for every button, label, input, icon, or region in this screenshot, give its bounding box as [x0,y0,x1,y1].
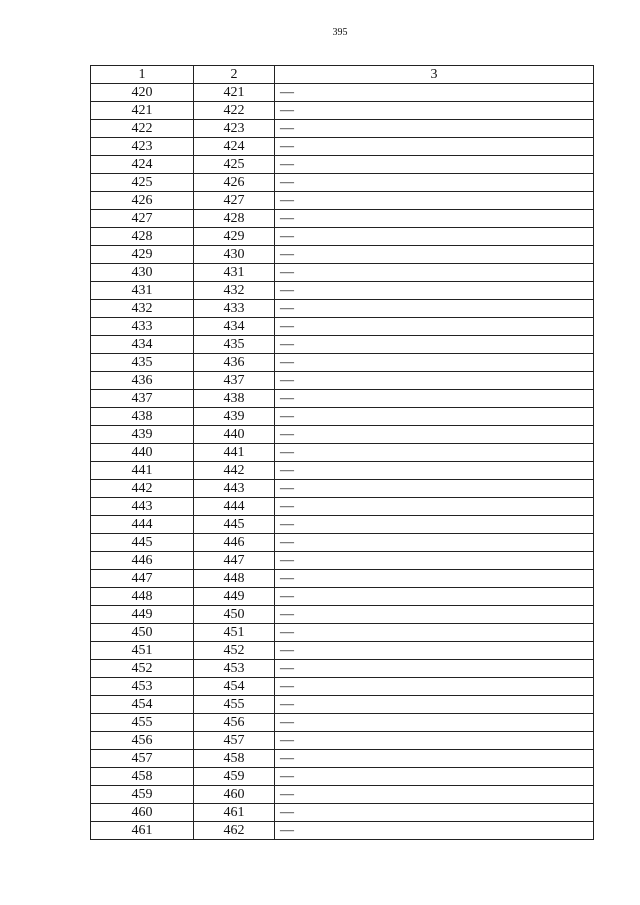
table-row [91,606,594,624]
cell-col-3: — [275,480,594,498]
cell-col-2: 457 [194,732,275,750]
cell-col-3: — [275,678,594,696]
cell-col-1: 426 [91,192,194,210]
table-row [91,138,594,156]
cell-col-2: 446 [194,534,275,552]
table-header-row [91,66,594,84]
column-header-2: 2 [194,66,275,84]
cell-col-3: — [275,498,594,516]
table-row [91,750,594,768]
cell-col-3: — [275,282,594,300]
cell-col-1: 459 [91,786,194,804]
cell-col-1: 437 [91,390,194,408]
table-row [91,156,594,174]
cell-col-3: — [275,696,594,714]
cell-col-2: 445 [194,516,275,534]
table-row [91,84,594,102]
cell-col-3: — [275,390,594,408]
table-row [91,210,594,228]
cell-col-2: 432 [194,282,275,300]
cell-col-2: 461 [194,804,275,822]
cell-col-3: — [275,768,594,786]
table-row [91,444,594,462]
cell-col-1: 436 [91,372,194,390]
data-table [90,65,594,840]
cell-col-3: — [275,84,594,102]
cell-col-1: 449 [91,606,194,624]
table-row [91,678,594,696]
cell-col-3: — [275,318,594,336]
cell-col-2: 459 [194,768,275,786]
cell-col-1: 440 [91,444,194,462]
cell-col-3: — [275,552,594,570]
cell-col-3: — [275,714,594,732]
cell-col-3: — [275,156,594,174]
cell-col-3: — [275,354,594,372]
table-row [91,318,594,336]
table-row [91,426,594,444]
cell-col-1: 442 [91,480,194,498]
cell-col-2: 424 [194,138,275,156]
cell-col-1: 454 [91,696,194,714]
cell-col-2: 453 [194,660,275,678]
cell-col-3: — [275,534,594,552]
cell-col-1: 429 [91,246,194,264]
table-row [91,120,594,138]
table-row [91,822,594,840]
cell-col-2: 434 [194,318,275,336]
table-row [91,786,594,804]
cell-col-2: 452 [194,642,275,660]
cell-col-1: 438 [91,408,194,426]
cell-col-3: — [275,264,594,282]
table-row [91,660,594,678]
cell-col-3: — [275,210,594,228]
cell-col-3: — [275,102,594,120]
cell-col-2: 428 [194,210,275,228]
cell-col-3: — [275,660,594,678]
cell-col-1: 424 [91,156,194,174]
table-row [91,588,594,606]
table-row [91,102,594,120]
table-row [91,462,594,480]
cell-col-2: 423 [194,120,275,138]
cell-col-1: 450 [91,624,194,642]
cell-col-3: — [275,516,594,534]
cell-col-1: 445 [91,534,194,552]
cell-col-2: 431 [194,264,275,282]
table-row [91,732,594,750]
cell-col-3: — [275,372,594,390]
cell-col-1: 433 [91,318,194,336]
table-row [91,264,594,282]
cell-col-3: — [275,462,594,480]
cell-col-1: 443 [91,498,194,516]
table-row [91,192,594,210]
cell-col-2: 439 [194,408,275,426]
cell-col-2: 448 [194,570,275,588]
table-row [91,246,594,264]
cell-col-1: 422 [91,120,194,138]
cell-col-2: 436 [194,354,275,372]
cell-col-3: — [275,732,594,750]
cell-col-1: 423 [91,138,194,156]
cell-col-3: — [275,786,594,804]
cell-col-2: 441 [194,444,275,462]
table-row [91,300,594,318]
cell-col-2: 426 [194,174,275,192]
cell-col-3: — [275,822,594,840]
table-row [91,642,594,660]
cell-col-1: 441 [91,462,194,480]
table-row [91,804,594,822]
cell-col-1: 427 [91,210,194,228]
cell-col-1: 461 [91,822,194,840]
cell-col-2: 442 [194,462,275,480]
table-row [91,570,594,588]
cell-col-3: — [275,426,594,444]
cell-col-3: — [275,804,594,822]
cell-col-3: — [275,336,594,354]
cell-col-2: 422 [194,102,275,120]
cell-col-3: — [275,228,594,246]
cell-col-3: — [275,642,594,660]
cell-col-2: 460 [194,786,275,804]
cell-col-2: 425 [194,156,275,174]
table-row [91,228,594,246]
cell-col-2: 458 [194,750,275,768]
cell-col-3: — [275,300,594,318]
cell-col-1: 455 [91,714,194,732]
table-row [91,174,594,192]
column-header-1: 1 [91,66,194,84]
cell-col-2: 462 [194,822,275,840]
cell-col-3: — [275,570,594,588]
cell-col-1: 421 [91,102,194,120]
column-header-3: 3 [275,66,594,84]
cell-col-1: 439 [91,426,194,444]
cell-col-2: 455 [194,696,275,714]
cell-col-1: 444 [91,516,194,534]
table-body [91,84,594,840]
table-row [91,624,594,642]
cell-col-1: 434 [91,336,194,354]
table-row [91,696,594,714]
cell-col-1: 456 [91,732,194,750]
cell-col-1: 431 [91,282,194,300]
cell-col-1: 452 [91,660,194,678]
cell-col-1: 447 [91,570,194,588]
cell-col-3: — [275,138,594,156]
cell-col-2: 451 [194,624,275,642]
cell-col-1: 428 [91,228,194,246]
cell-col-2: 421 [194,84,275,102]
cell-col-2: 443 [194,480,275,498]
cell-col-2: 430 [194,246,275,264]
cell-col-2: 454 [194,678,275,696]
cell-col-3: — [275,444,594,462]
cell-col-1: 448 [91,588,194,606]
cell-col-2: 456 [194,714,275,732]
table-row [91,336,594,354]
table-row [91,372,594,390]
cell-col-2: 437 [194,372,275,390]
table-row [91,516,594,534]
cell-col-2: 429 [194,228,275,246]
cell-col-1: 435 [91,354,194,372]
page-number: 395 [332,27,348,38]
cell-col-2: 449 [194,588,275,606]
cell-col-2: 433 [194,300,275,318]
cell-col-1: 451 [91,642,194,660]
cell-col-1: 432 [91,300,194,318]
table-row [91,714,594,732]
cell-col-3: — [275,750,594,768]
table-row [91,768,594,786]
cell-col-2: 440 [194,426,275,444]
cell-col-3: — [275,606,594,624]
table-row [91,534,594,552]
cell-col-3: — [275,246,594,264]
cell-col-2: 435 [194,336,275,354]
cell-col-1: 430 [91,264,194,282]
table-row [91,282,594,300]
table-row [91,552,594,570]
cell-col-3: — [275,408,594,426]
cell-col-3: — [275,588,594,606]
cell-col-1: 425 [91,174,194,192]
table-row [91,480,594,498]
cell-col-2: 447 [194,552,275,570]
cell-col-1: 453 [91,678,194,696]
table-row [91,354,594,372]
cell-col-3: — [275,174,594,192]
cell-col-1: 446 [91,552,194,570]
cell-col-2: 444 [194,498,275,516]
cell-col-3: — [275,624,594,642]
table-row [91,390,594,408]
cell-col-2: 427 [194,192,275,210]
cell-col-1: 460 [91,804,194,822]
cell-col-3: — [275,120,594,138]
table-row [91,408,594,426]
cell-col-1: 420 [91,84,194,102]
table-row [91,498,594,516]
cell-col-2: 438 [194,390,275,408]
cell-col-1: 458 [91,768,194,786]
cell-col-2: 450 [194,606,275,624]
cell-col-3: — [275,192,594,210]
cell-col-1: 457 [91,750,194,768]
